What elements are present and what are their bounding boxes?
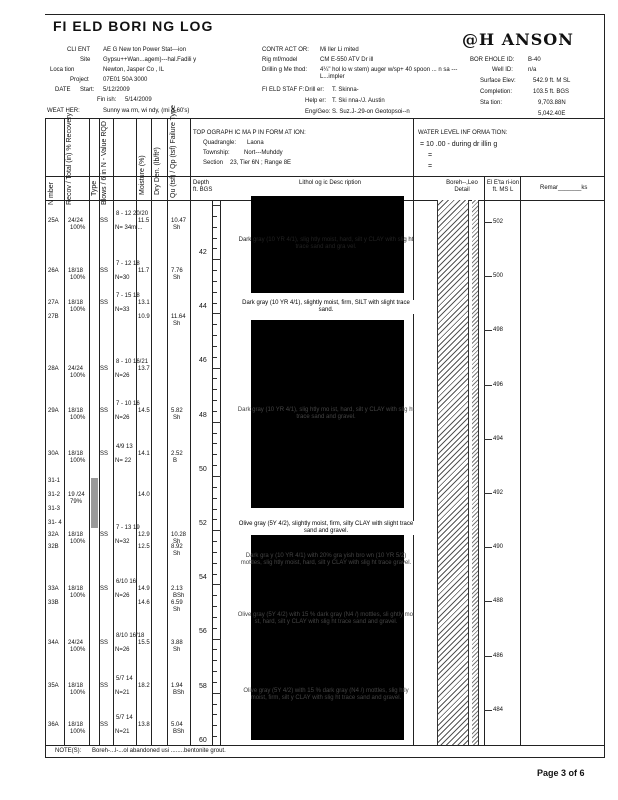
elevation-label: 496 [493,381,504,388]
surface-value: 542.9 ft. M SL [533,78,571,84]
sample-qu: 7.76 [171,268,183,274]
sample-id: 28A [48,366,59,372]
sample-type: SS [100,586,109,592]
sample-moisture: 13.1 [138,300,150,306]
driller-value: T. Skinna- [332,87,359,93]
sample-recovery: 18/18 [68,300,84,306]
depth-tick [213,693,221,694]
core-sample-band [91,478,98,528]
contractor-value: Mi ller Li mited [320,47,359,53]
sample-failure: Sh [173,539,181,545]
depth-tick [213,704,217,705]
elevation-label: 490 [493,544,504,551]
sample-qu: 2.13 [171,586,183,592]
sample-recovery: 24/24 [68,640,84,646]
depth-tick [213,714,217,715]
depth-header: Depth ft. BGS [193,180,213,193]
sample-moisture: 11.7 [138,268,150,274]
engineer-label: Eng/Geo: [305,109,331,115]
depth-tick [213,660,217,661]
contractor-label: CONTR ACT OR: [262,47,309,53]
sample-failure: B [173,458,178,464]
col-density: Dry Den. (lb/ft³) [154,147,161,195]
rig-value: CM E-550 ATV Dr ill [320,57,374,63]
depth-tick [213,606,217,607]
depth-tick [213,498,217,499]
helper-value: T. Ski nna-/J. Austin [332,98,385,104]
depth-tick [213,682,217,683]
depth-tick [213,584,221,585]
elevation-tick [484,601,492,602]
quadrangle-label: Quadrangle: [203,140,237,146]
sample-n-value: N=21 [115,690,130,696]
sample-failure: Sh [173,607,181,613]
sample-failure: BSh [173,729,185,735]
rig-label: Rig mf/model [262,57,298,63]
depth-tick [213,563,217,564]
depth-label: 42 [199,249,207,256]
elevation-label: 486 [493,652,504,659]
drilling-value: 4¼" hol lo w stem) auger w/sp+ 40 spoon ... n sa ---L...impler [320,67,458,80]
sample-failure: Sh [173,225,181,231]
water-level-2: = [428,152,433,159]
sample-blows: 8 - 12 20/20 [116,211,149,217]
elevation-label: 488 [493,598,504,605]
depth-label: 54 [199,574,207,582]
helper-label: Help er: [305,98,327,104]
depth-tick [213,574,217,575]
site-label: Site [80,57,91,63]
offset-value: 5,042.40E [538,111,566,117]
finish-value: 5/14/2009 [125,97,152,103]
depth-tick [213,509,217,510]
sample-n-value: N=21 [115,729,130,735]
col-recovery: Recov / Total (in) % Recovery [66,112,73,205]
station-label: Sta tion: [480,100,503,106]
sample-blows: 7 - 12 18 [116,261,140,267]
site-value: Gypsu++Wan...agem)---hal.Fadili y [103,57,197,63]
company-logo: @H ANSON [462,30,574,49]
weather-label: WEAT HER: [47,108,80,114]
surface-label: Surface Elev: [480,78,516,84]
depth-label: 50 [199,465,207,473]
depth-tick [213,259,221,260]
sample-id: 27A [48,300,59,306]
sample-failure: Sh [173,415,181,421]
sample-type: SS [100,451,109,457]
notes-text: Boreh-...l-...ol abandoned usi ........bentonite grout. [92,748,226,754]
depth-tick [213,671,217,672]
field-staff-label: FI ELD STAF F: [262,87,305,93]
sample-moisture: 15.5 [138,640,150,646]
sample-type: SS [100,408,109,414]
sample-recovery: 18/18 [68,408,84,414]
depth-label: 48 [199,411,207,419]
sample-failure: Sh [173,275,181,281]
sample-type: SS [100,722,109,728]
depth-tick [213,238,217,239]
township-value: Nort---Muhddy [244,150,283,156]
sample-failure: Sh [173,321,181,327]
sample-n-value: N=26 [115,647,130,653]
water-level-3: = [428,163,433,170]
sample-moisture: 13.8 [138,722,150,728]
depth-tick [213,552,217,553]
depth-tick [213,487,217,488]
depth-tick [213,519,217,520]
depth-tick [213,216,217,217]
depth-label: 46 [199,357,207,365]
township-label: Township: [203,150,230,156]
depth-tick [213,736,217,737]
sample-n-value: N=30 [115,275,130,281]
sample-type: SS [100,532,109,538]
depth-tick [213,335,217,336]
completion-label: Completion: [480,89,513,95]
sample-id: 33A [48,586,59,592]
boring-label: BOR EHOLE ID: [470,57,515,63]
sample-recovery-pct: 100% [70,458,86,464]
depth-label: 56 [199,628,207,636]
start-label: Start: [80,87,95,93]
sample-qu: 6.59 [171,600,183,606]
sample-type: SS [100,366,109,372]
sample-id: 27B [48,314,59,320]
sample-recovery: 18/18 [68,451,84,457]
sample-qu: 5.82 [171,408,183,414]
col-moisture: Moisture (%) [139,155,146,195]
sample-moisture: 12.5 [138,544,150,550]
lithology-desc: Dark gra y (10 YR 4/1) with 20% gra yish bro wn (10 YR 5/2) mottles, slig htly moist, hard, silt y CLAY with slig ht trace gravel. [240,553,412,566]
sample-n-value: N= 22 [115,458,132,464]
elevation-tick [484,710,492,711]
start-value: 5/12/2009 [103,87,130,93]
sample-blows: 8/10 16/18 [116,633,145,639]
elevation-tick [484,656,492,657]
page-number: Page 3 of 6 [537,768,585,778]
sample-recovery-pct: 100% [70,373,86,379]
sample-n-value: N=26 [115,373,130,379]
sample-id: 36A [48,722,59,728]
engineer-value: S. Suz.J-.29-on Geotopsoi--n [332,109,410,115]
sample-id: 33B [48,600,59,606]
elevation-tick [484,385,492,386]
sample-blows: 6/10 16 [116,579,137,585]
sample-qu: 5.04 [171,722,183,728]
depth-tick [213,411,217,412]
depth-label: 52 [199,520,207,527]
sample-recovery: 24/24 [68,218,84,224]
depth-tick [213,368,221,369]
sample-recovery-pct: 100% [70,690,86,696]
drilling-label: Drillin g Me thod: [262,67,308,73]
depth-label: 58 [199,682,207,690]
sample-moisture: 14.0 [138,492,150,498]
depth-tick [213,649,217,650]
sample-n-value: N=33 [115,307,130,313]
lithology-desc: Olive gray (5Y 4/2) with 15 % dark gray (N4 /) mottles, sli ghtly moi st, hard, silt y CLAY with slig ht trace sand and gravel. [237,612,415,625]
sample-recovery-pct: 100% [70,729,86,735]
depth-tick [213,281,217,282]
well-label: Well ID: [492,67,513,73]
finish-label: Fin ish: [97,97,117,103]
sample-recovery-pct: 100% [70,647,86,653]
sample-n-value: N=26 [115,593,130,599]
sample-id: 31-1 [48,478,61,484]
col-type: Type [91,180,98,196]
sample-id: 31-2 [48,492,61,498]
sample-recovery-pct: 100% [70,593,86,599]
sample-id: 25A [48,218,59,224]
sample-n-value: N=26 [115,415,130,421]
elevation-label: 484 [493,706,504,713]
sample-moisture: 13.7 [138,366,150,372]
depth-tick [213,303,217,304]
sample-type: SS [100,300,109,306]
depth-tick [213,292,217,293]
depth-tick [213,346,217,347]
elevation-header: El E'ta ri-ion ft. MS L [486,180,520,193]
sample-blows: 4/9 13 [116,444,133,450]
sample-moisture: 14.6 [138,600,150,606]
notes-label: NOTE(S): [55,748,82,754]
sample-blows: 5/7 14 [116,676,133,682]
sample-blows: 7 - 15 18 [116,293,140,299]
depth-tick [213,227,217,228]
sample-type: SS [100,683,109,689]
sample-recovery-pct: 100% [70,415,86,421]
sample-failure: BSh [173,593,185,599]
project-value: 07E01 50A 3000 [103,77,148,83]
client-value: AE G New ton Power Stat---ion [103,47,187,53]
depth-tick [213,443,217,444]
elevation-tick [484,439,492,440]
sample-qu: 8.92 [171,544,183,550]
client-label: CLI ENT [67,47,91,53]
sample-id: 32B [48,544,59,550]
sample-n-value: N=32 [115,539,130,545]
sample-moisture: 14.1 [138,451,150,457]
depth-tick [213,422,221,423]
sample-recovery: 18/18 [68,268,84,274]
depth-tick [213,205,221,206]
sample-recovery: 24/24 [68,366,84,372]
depth-tick [213,725,217,726]
remarks-header: Remar_______ks [540,185,588,191]
depth-tick [213,378,217,379]
location-value: Newton, Jasper Co , IL [103,67,165,73]
sample-blows: 7 - 10 16 [116,401,140,407]
location-label: Loca tion [50,67,75,73]
sample-recovery-pct: 100% [70,539,86,545]
elevation-label: 500 [493,273,504,280]
borehole-hatch [437,200,469,745]
lithology-desc: Olive gray (5Y 4/2), slightly moist, firm, silty CLAY with slight trace sand and gravel. [236,521,416,535]
sample-qu: 10.47 [171,218,187,224]
sample-id: 31- 4 [48,520,62,526]
sample-blows: 7 - 13 19 [116,525,140,531]
sample-recovery: 18/18 [68,532,84,538]
sample-failure: Sh [173,551,181,557]
depth-tick [213,639,221,640]
sample-recovery-pct: 100% [70,307,86,313]
project-label: Project [70,77,89,83]
elevation-tick [484,493,492,494]
sample-qu: 1.94 [171,683,183,689]
depth-tick [213,248,217,249]
log-title: FI ELD BORI NG LOG [53,18,214,34]
depth-tick [213,628,217,629]
station-value: 9,703.88N [538,100,566,106]
elevation-label: 492 [493,490,504,496]
sample-recovery: 18/18 [68,683,84,689]
driller-label: Drill er: [305,87,324,93]
depth-tick [213,476,221,477]
depth-tick [213,530,221,531]
col-blows: Blows / 6 in N - Value RQD [101,121,108,205]
sample-qu: 3.88 [171,640,183,646]
lithology-desc: Dark gray (10 YR 4/1), slightly moist, firm, SILT with slight trace sand. [236,300,416,314]
sample-n-value: N= 34ml... [115,225,143,231]
topo-title: TOP OGRAPH IC MA P IN FORM AT ION: [193,130,306,136]
well-value: n/a [528,67,537,73]
sample-recovery-pct: 100% [70,275,86,281]
elevation-label: 502 [493,219,504,225]
sample-moisture: 14.5 [138,408,150,414]
depth-tick [213,465,217,466]
lithology-desc: Olive gray (5Y 4/2) with 15 % dark gray (N4 /) mottles, slig htly moist, firm, silt y CLAY with slig ht trace sand and gravel. [243,688,409,701]
sample-moisture: 10.9 [138,314,150,320]
sample-id: 34A [48,640,59,646]
sample-id: 29A [48,408,59,414]
completion-value: 103.5 ft. BGS [533,89,570,95]
quadrangle-value: Laona [247,140,264,146]
section-label: Section [203,160,224,166]
elevation-tick [484,222,492,223]
section-value: 23, Tier 6N ; Range 8E [230,160,292,166]
sample-id: 30A [48,451,59,457]
depth-tick [213,400,217,401]
boring-value: B-40 [528,57,541,63]
sample-moisture: 11.5 [138,218,150,224]
sample-qu: 10.28 [171,532,187,538]
sample-qu: 11.64 [171,314,186,320]
depth-tick [213,389,217,390]
depth-tick [213,454,217,455]
lithology-header: Lithol og ic Desc ription [298,180,362,186]
depth-tick [213,270,217,271]
elevation-label: 498 [493,327,504,334]
sample-qu: 2.52 [171,451,183,457]
water-title: WATER LEVEL INF ORMA TION: [418,130,508,136]
lithology-desc: Dark gray (10 YR 4/1), slig htly moist, hard, silt y CLAY with slig ht trace sand and gra vel. [238,237,414,250]
col-number: N mber [48,182,55,205]
sample-type: SS [100,218,109,224]
elevation-tick [484,547,492,548]
sample-id: 31-3 [48,506,61,512]
sample-blows: 8 - 10 16/21 [116,359,149,365]
depth-tick [213,324,217,325]
sample-recovery-pct: 79% [70,499,83,505]
depth-label: 44 [199,303,207,311]
weather-value: Sunny wa rm, wi ndy, (mi d-60's) [103,108,190,114]
depth-tick [213,595,217,596]
sample-recovery: 18/18 [68,586,84,592]
elevation-tick [484,330,492,331]
depth-tick [213,541,217,542]
sample-failure: BSh [173,690,185,696]
depth-tick [213,617,217,618]
sample-id: 26A [48,268,59,274]
sample-type: SS [100,268,109,274]
lithology-desc: Dark gray (10 YR 4/1), slig htly mo ist, hard, silt y CLAY with slig ht trace sand and gravel. [237,407,415,420]
elevation-label: 494 [493,435,504,442]
sample-moisture: 18.2 [138,683,150,689]
water-level-1: = 10 .00 - during dr illin g [420,141,498,148]
sample-recovery: 19 /24 [68,492,85,498]
sample-id: 32A [48,532,59,538]
depth-tick [213,313,221,314]
sample-failure: Sh [173,647,181,653]
col-strength: Qu (tsf) / Qp (tsf) Failure Type [170,105,177,198]
sample-moisture: 12.9 [138,532,150,538]
sample-id: 35A [48,683,59,689]
depth-tick [213,433,217,434]
sample-recovery-pct: 100% [70,225,86,231]
borehole-header: Boreh--,Leo Detail [446,180,478,193]
sample-recovery: 18/18 [68,722,84,728]
depth-label: 60 [199,736,207,744]
depth-tick [213,357,217,358]
elevation-tick [484,276,492,277]
sample-blows: 5/7 14 [116,715,133,721]
sample-moisture: 14.9 [138,586,150,592]
borehole-seal [472,200,479,745]
date-label: DATE [55,87,71,93]
sample-type: SS [100,640,109,646]
